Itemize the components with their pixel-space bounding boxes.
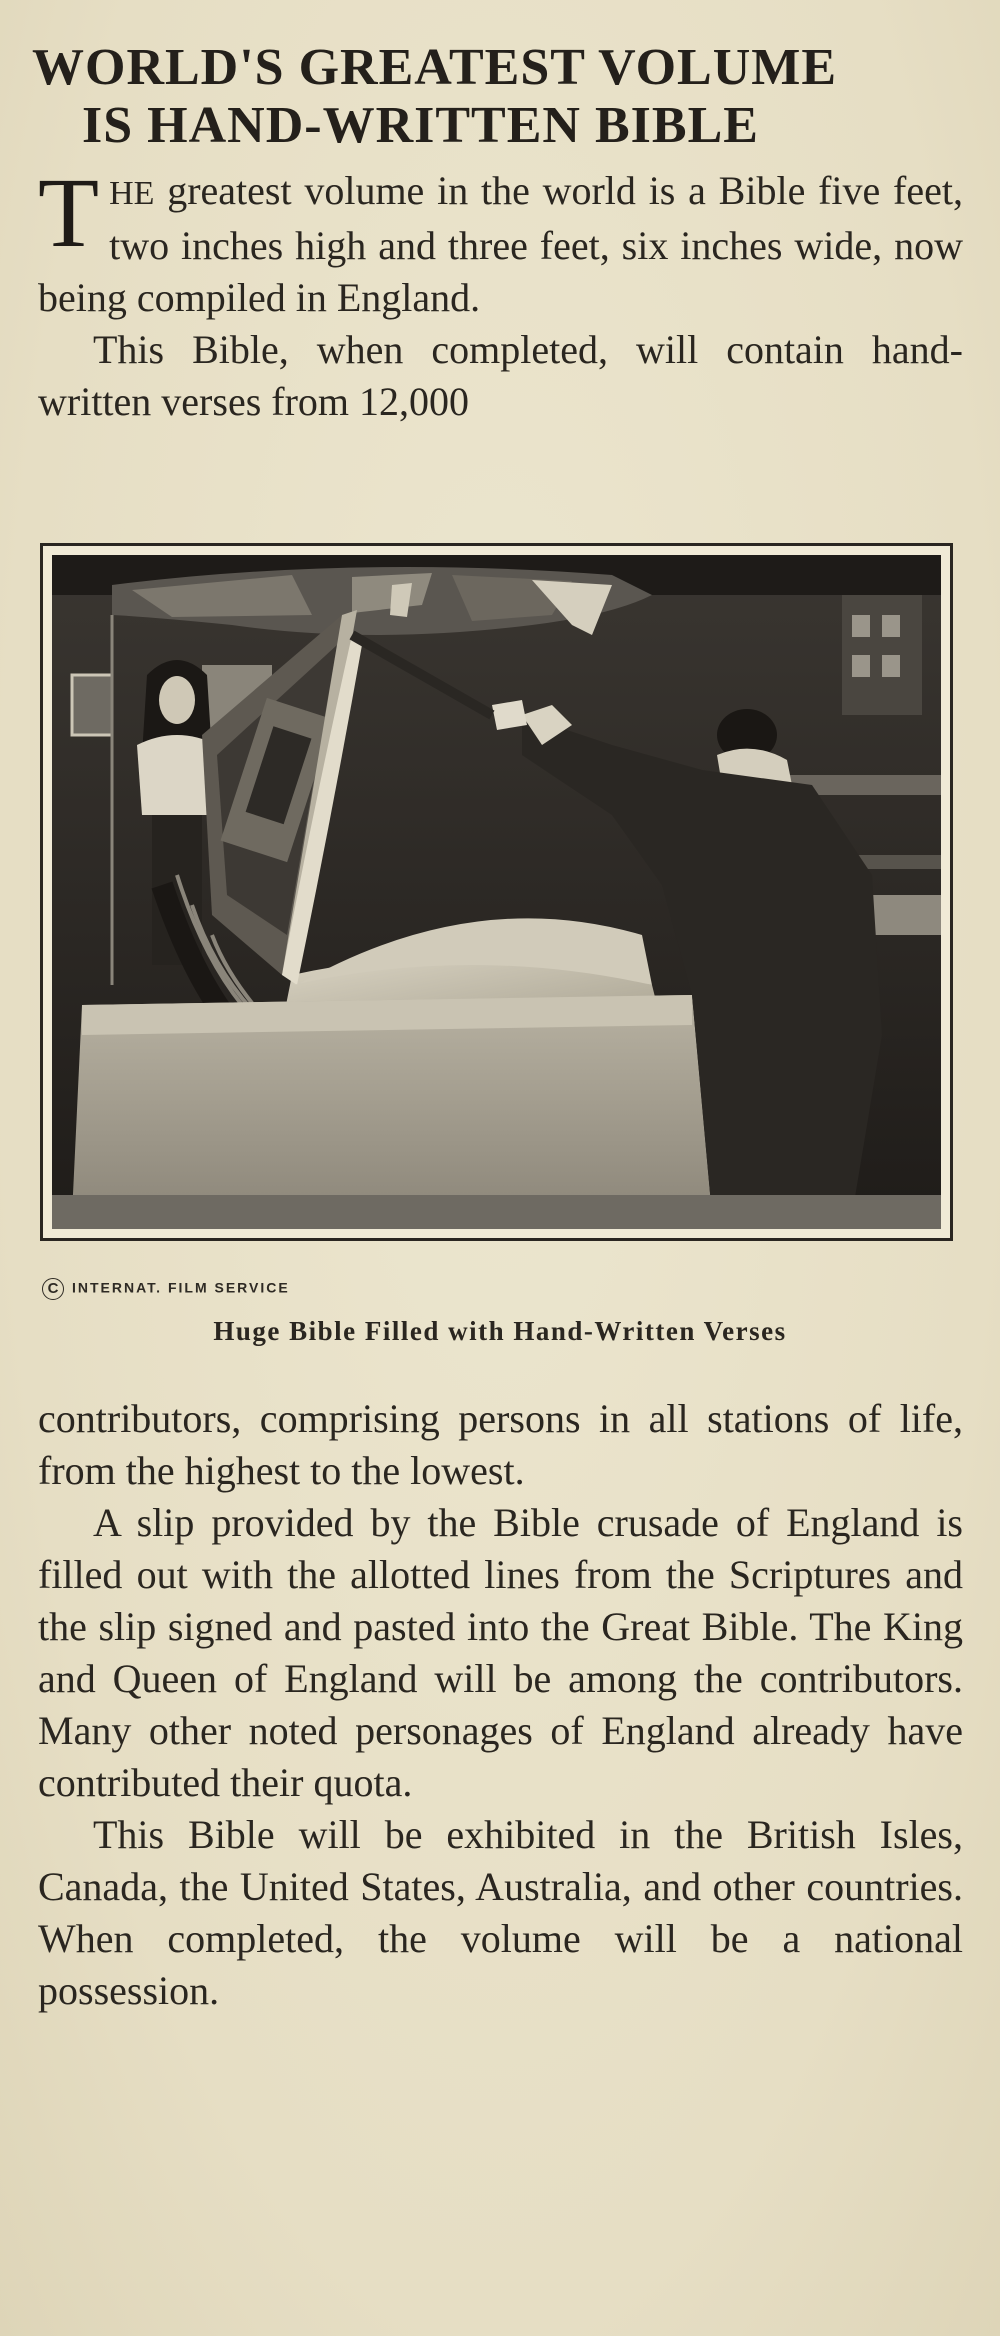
photo-frame <box>40 543 953 1241</box>
bible-photograph <box>52 555 941 1229</box>
article-continuation <box>38 1393 963 2017</box>
article-intro <box>38 157 963 428</box>
paragraph-2: This Bible, when completed, will contain hand-written verses from 12,000 <box>38 327 963 424</box>
photo-credit-text: INTERNAT. FILM SERVICE <box>72 1279 290 1296</box>
photo-illustration <box>52 555 941 1229</box>
paragraph-1 <box>38 157 963 324</box>
paragraph-2-continued: contributors, comprising persons in all stations of life, from the highest to the lowest. <box>38 1396 963 1493</box>
copyright-icon: C <box>42 1278 64 1300</box>
paragraph-1-text: greatest volume in the world is a Bible five feet, two inches high and three feet, six inches wide, now being compiled in England. <box>38 168 963 320</box>
lead-in: HE <box>109 175 155 212</box>
headline-line-1: WORLD'S GREATEST VOLUME <box>32 39 838 96</box>
photo-caption: Huge Bible Filled with Hand-Written Verses <box>213 1316 787 1346</box>
paragraph-3: A slip provided by the Bible crusade of England is filled out with the allotted lines from the Scriptures and the slip signed and pasted into the Great Bible. The King and Queen of England will be among the contributors. Many other noted personages of England already have contributed their quota. <box>38 1500 963 1805</box>
paragraph-4: This Bible will be exhibited in the British Isles, Canada, the United States, Australia, and other countries. When completed, the volume will be a national possession. <box>38 1812 963 2013</box>
drop-cap: T <box>38 157 100 268</box>
photo-credit <box>42 1278 290 1300</box>
headline-line-2: IS HAND-WRITTEN BIBLE <box>82 97 759 154</box>
